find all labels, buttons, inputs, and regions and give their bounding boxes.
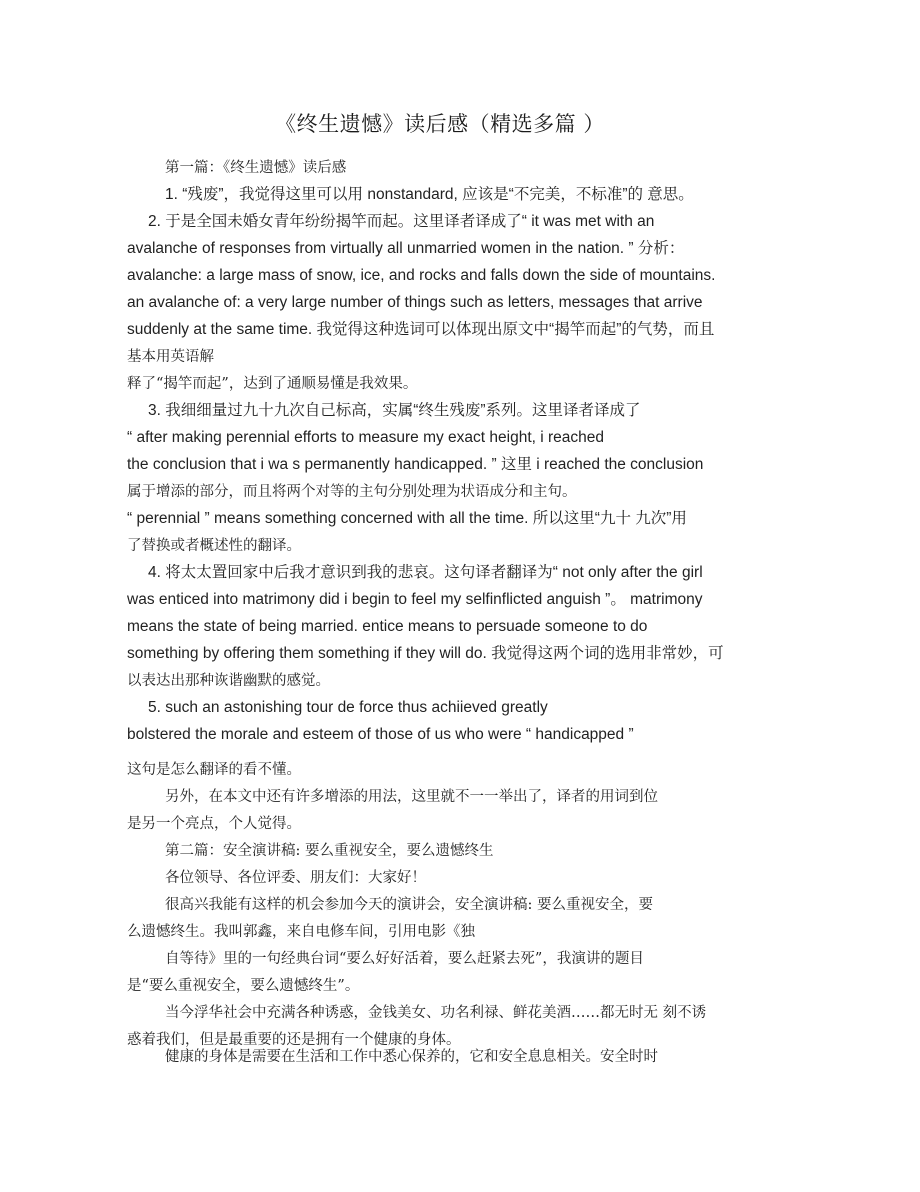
paragraph-line: 1. “残废”，我觉得这里可以用 nonstandard, 应该是“不完美，不标准”的 意思。	[165, 186, 694, 203]
paragraph-line: avalanche of responses from virtually all unmarried women in the nation. ” 分析：	[127, 240, 685, 257]
paragraph-line: 释了“揭竿而起”，达到了通顺易懂是我效果。	[127, 376, 418, 392]
paragraph-line: 这句是怎么翻译的看不懂。	[127, 762, 301, 778]
paragraph-line: 5. such an astonishing tour de force thus achiieved greatly	[148, 699, 548, 716]
section-heading-1: 第一篇：《终生遗憾》读后感	[165, 160, 347, 176]
paragraph-line: suddenly at the same time. 我觉得这种选词可以体现出原文中“揭竿而起”的气势，而且	[127, 321, 715, 338]
paragraph-line: the conclusion that i wa s permanently handicapped. ” 这里 i reached the conclusion	[127, 456, 704, 473]
paragraph-line: 各位领导、各位评委、朋友们：大家好！	[165, 870, 426, 886]
paragraph-line: 以表达出那种诙谐幽默的感觉。	[127, 673, 330, 689]
paragraph-line: 另外，在本文中还有许多增添的用法，这里就不一一举出了，译者的用词到位	[165, 789, 658, 805]
paragraph-line: 自等待》里的一句经典台词“要么好好活着，要么赶紧去死”，我演讲的题目	[165, 951, 644, 967]
paragraph-line: 当今浮华社会中充满各种诱惑，金钱美女、功名利禄、鲜花美酒……都无时无 刻不诱	[165, 1005, 707, 1021]
document-title: 《终生遗憾》读后感（精选多篇 ）	[275, 112, 605, 136]
paragraph-line: 了替换或者概述性的翻译。	[127, 538, 301, 554]
paragraph-line: 很高兴我能有这样的机会参加今天的演讲会，安全演讲稿: 要么重视安全，要	[165, 897, 653, 913]
paragraph-line: “ perennial ” means something concerned with all the time. 所以这里“九十 九次”用	[127, 510, 687, 527]
paragraph-line: 4. 将太太置回家中后我才意识到我的悲哀。这句译者翻译为“ not only after the girl	[148, 564, 703, 581]
paragraph-line: something by offering them something if they will do. 我觉得这两个词的选用非常妙，可	[127, 645, 724, 662]
paragraph-line: 是另一个亮点，个人觉得。	[127, 816, 301, 832]
paragraph-line: an avalanche of: a very large number of things such as letters, messages that arrive	[127, 294, 703, 311]
paragraph-line: avalanche: a large mass of snow, ice, and rocks and falls down the side of mountains.	[127, 267, 716, 284]
paragraph-line: 2. 于是全国未婚女青年纷纷揭竿而起。这里译者译成了“ it was met with an	[148, 213, 655, 230]
paragraph-line: 健康的身体是需要在生活和工作中悉心保养的，它和安全息息相关。安全时时	[165, 1049, 658, 1065]
paragraph-line: means the state of being married. entice means to persuade someone to do	[127, 618, 648, 635]
paragraph-line: 惑着我们，但是最重要的还是拥有一个健康的身体。	[127, 1032, 461, 1048]
paragraph-line: was enticed into matrimony did i begin to feel my selfinflicted anguish ”。 matrimony	[127, 591, 703, 608]
paragraph-line: “ after making perennial efforts to measure my exact height, i reached	[127, 429, 605, 446]
paragraph-line: bolstered the morale and esteem of those of us who were “ handicapped ”	[127, 726, 634, 743]
paragraph-line: 么遗憾终生。我叫郭鑫，来自电修车间，引用电影《独	[127, 924, 475, 940]
paragraph-line: 是“要么重视安全，要么遗憾终生”。	[127, 978, 360, 994]
paragraph-line: 基本用英语解	[127, 349, 214, 365]
section-heading-2: 第二篇：安全演讲稿: 要么重视安全，要么遗憾终生	[165, 843, 494, 859]
paragraph-line: 3. 我细细量过九十九次自己标高，实属“终生残废”系列。这里译者译成了	[148, 402, 641, 419]
paragraph-line: 属于增添的部分，而且将两个对等的主句分别处理为状语成分和主句。	[127, 484, 577, 500]
